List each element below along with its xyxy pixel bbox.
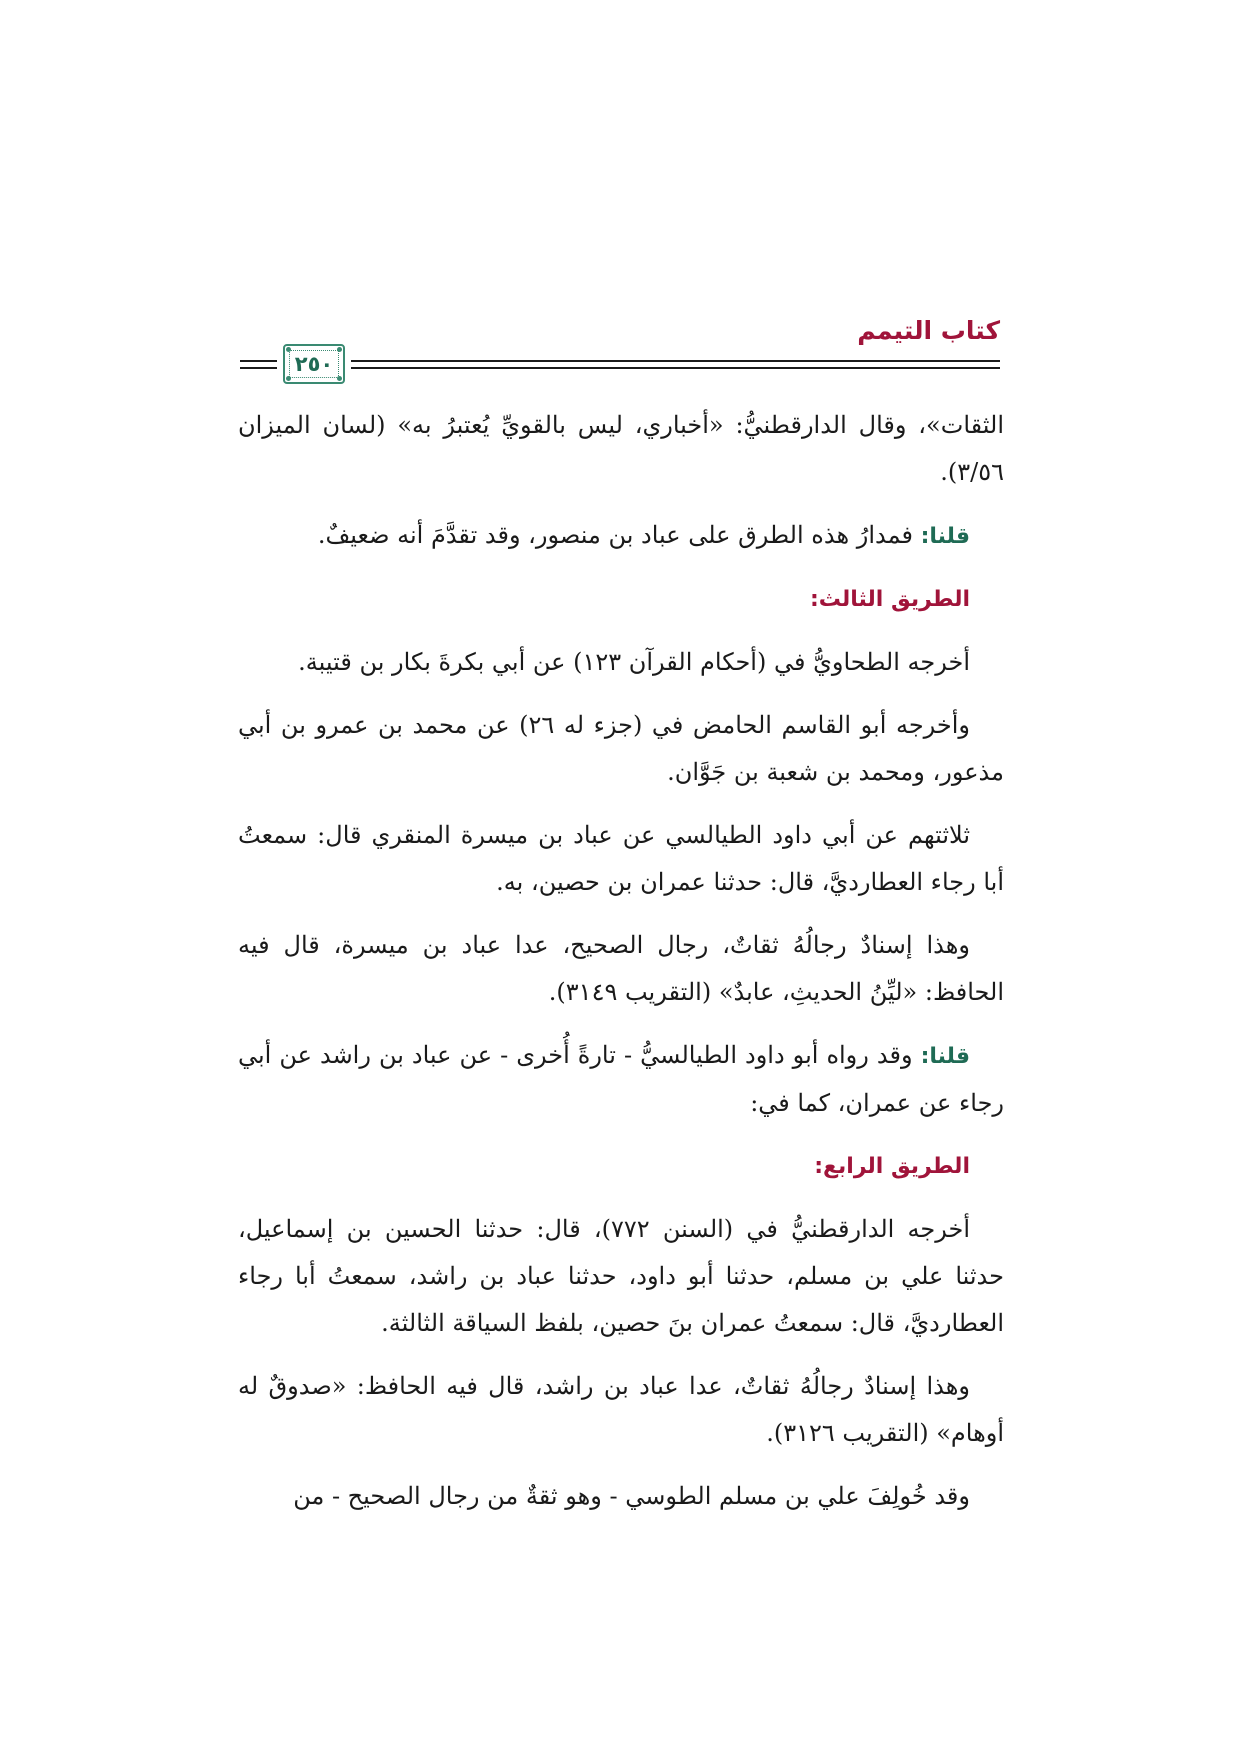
- body-paragraph: [238, 812, 1004, 906]
- frame-ornament: [337, 376, 342, 381]
- body-paragraph: [238, 402, 1004, 496]
- body-paragraph: [238, 702, 1004, 796]
- paragraph-text: وقد رواه أبو داود الطيالسيُّ - تارةً أُخرى - عن عباد بن راشد عن أبي رجاء عن عمران، كما في:: [238, 1041, 1004, 1117]
- page-header: [240, 316, 1000, 388]
- page-number: ٢٥٠: [294, 352, 334, 376]
- paragraph-text: وقد خُولِفَ علي بن مسلم الطوسي - وهو ثقةٌ من رجال الصحيح - من: [293, 1482, 970, 1510]
- paragraph-text: أخرجه الطحاويُّ في (أحكام القرآن ١٢٣) عن أبي بكرةَ بكار بن قتيبة.: [298, 648, 970, 676]
- body-paragraph: [238, 1363, 1004, 1457]
- frame-ornament: [286, 376, 291, 381]
- body-paragraph: [238, 1206, 1004, 1347]
- body-paragraph: [238, 1473, 1004, 1520]
- paragraph-label: قلنا:: [920, 1044, 970, 1069]
- body-paragraph: [238, 922, 1004, 1016]
- paragraph-text: ثلاثتهم عن أبي داود الطيالسي عن عباد بن ميسرة المنقري قال: سمعتُ أبا رجاء العطارديَّ، قال: حدثنا عمران بن حصين، به.: [238, 821, 1004, 896]
- paragraph-text: وهذا إسنادٌ رجالُهُ ثقاتٌ، عدا عباد بن راشد، قال فيه الحافظ: «صدوقٌ له أوهام» (التقريب ٣١٢٦).: [238, 1372, 1004, 1447]
- section-heading: الطريق الثالث:: [809, 587, 970, 612]
- header-rule: [351, 367, 1000, 369]
- paragraph-text: الثقات»، وقال الدارقطنيُّ: «أخباري، ليس بالقويِّ يُعتبرُ به» (لسان الميزان ٣/٥٦).: [238, 411, 1004, 486]
- book-title: كتاب التيمم: [857, 316, 1000, 345]
- paragraph-text: وأخرجه أبو القاسم الحامض في (جزء له ٢٦) عن محمد بن عمرو بن أبي مذعور، ومحمد بن شعبة بن جَوَّان.: [238, 711, 1004, 786]
- page-body: [238, 402, 1004, 1536]
- body-paragraph: [238, 512, 1004, 560]
- section-heading: الطريق الرابع:: [814, 1154, 970, 1179]
- page-number-frame: [283, 344, 345, 384]
- paragraph-text: وهذا إسنادٌ رجالُهُ ثقاتٌ، رجال الصحيح، عدا عباد بن ميسرة، قال فيه الحافظ: «ليِّنُ الحديثِ، عابدٌ» (التقريب ٣١٤٩).: [238, 931, 1004, 1006]
- paragraph-label: قلنا:: [920, 524, 970, 549]
- paragraph-text: أخرجه الدارقطنيُّ في (السنن ٧٧٢)، قال: حدثنا الحسين بن إسماعيل، حدثنا علي بن مسلم، حدثنا أبو داود، حدثنا عباد بن راشد، سمعتُ أبا رجاء العطارديَّ، قال: سمعتُ عمران بنَ حصين، بلفظ السياقة الثالثة.: [238, 1215, 1004, 1337]
- body-paragraph: [238, 639, 1004, 686]
- header-rule: [240, 367, 277, 369]
- body-paragraph: [238, 1032, 1004, 1127]
- header-rule: [351, 360, 1000, 362]
- paragraph-text: فمدارُ هذه الطرق على عباد بن منصور، وقد تقدَّمَ أنه ضعيفٌ.: [317, 521, 921, 549]
- header-rule: [240, 360, 277, 362]
